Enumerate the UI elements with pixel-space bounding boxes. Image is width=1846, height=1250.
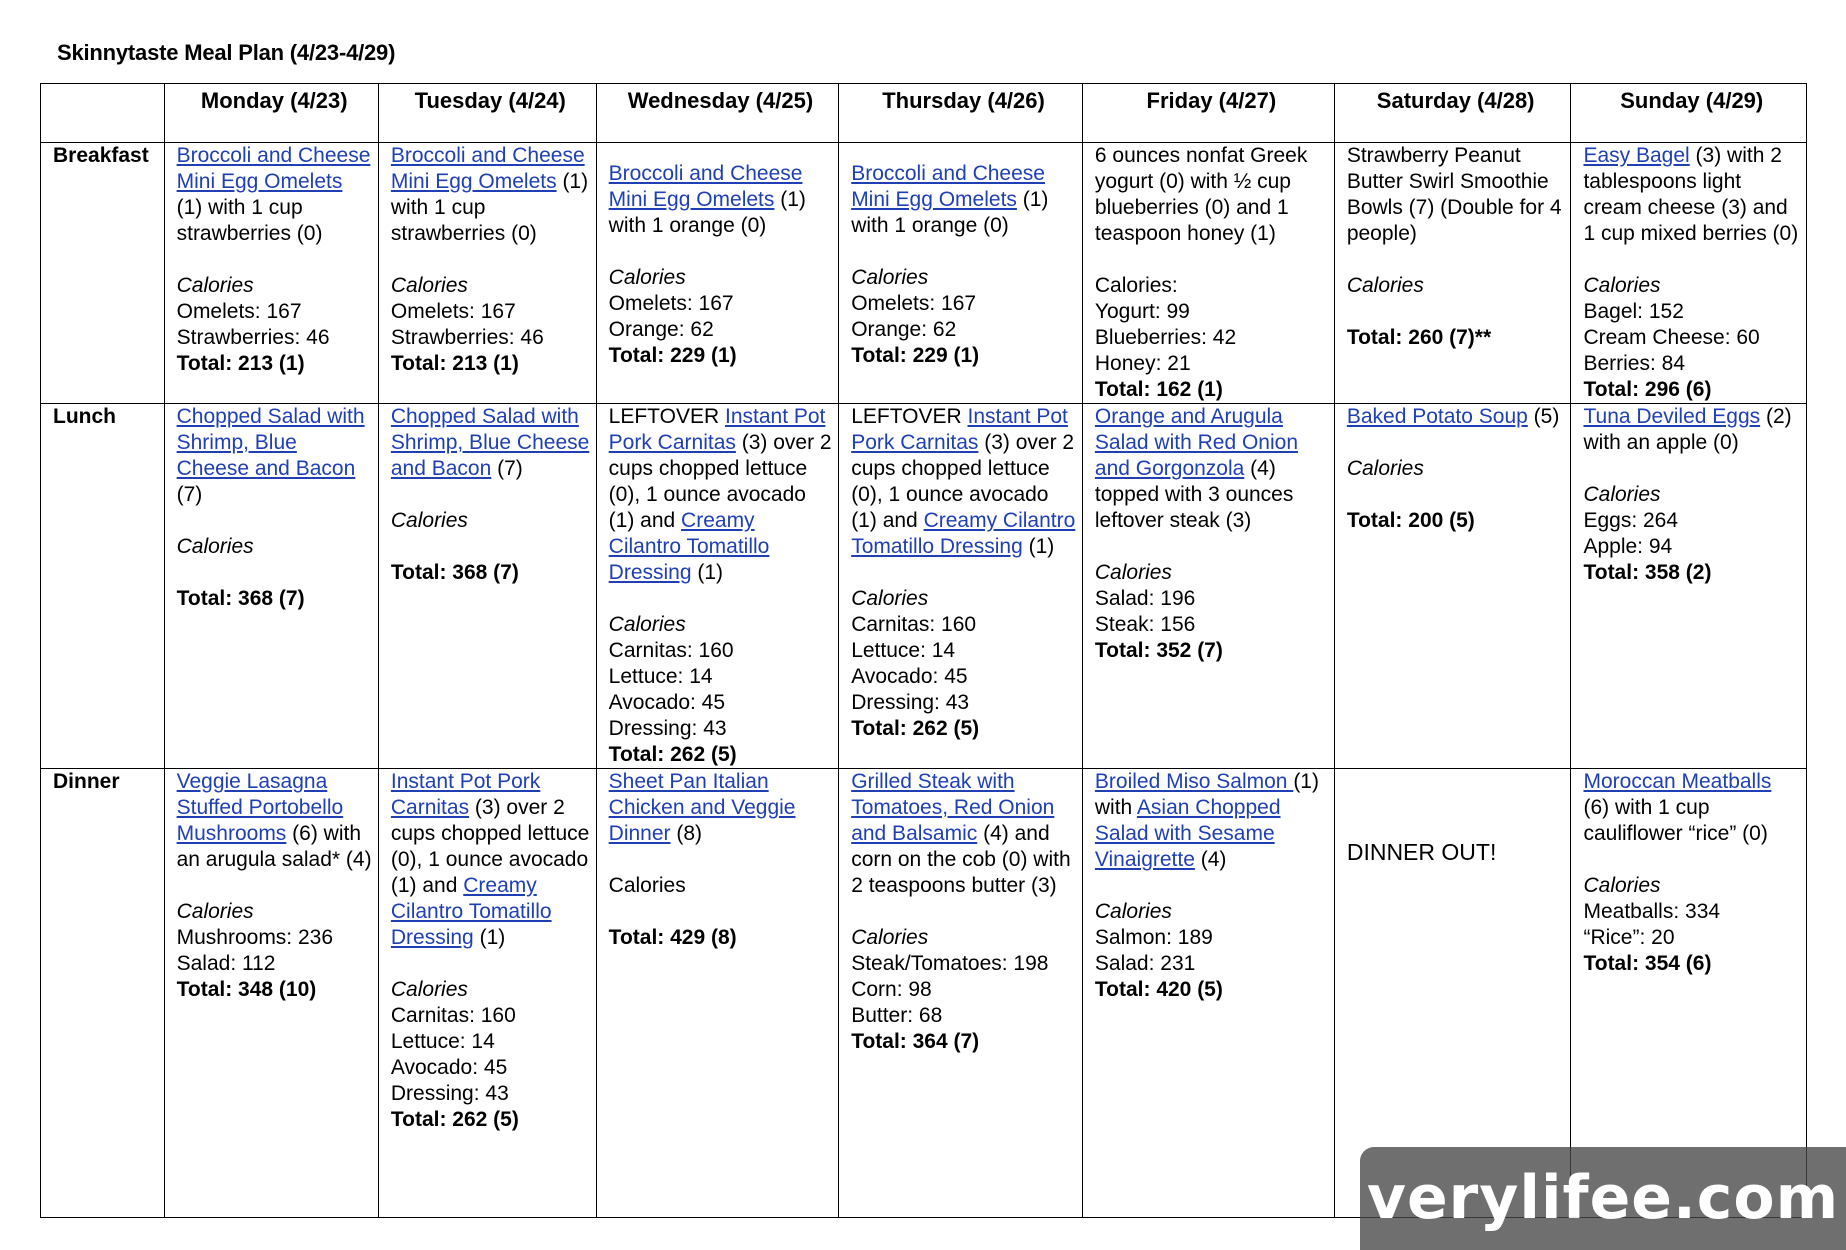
cell-text: Omelets: 167 [390,300,516,323]
cell-line [391,1003,590,1029]
cell-text: Salmon: 189 [1094,926,1213,949]
blank-line [609,586,833,612]
cell-text: Carnitas: 160 [608,639,734,662]
calories-heading [1095,560,1328,586]
recipe-link[interactable]: Sheet Pan Italian Chicken and Veggie Dinner [608,770,796,845]
cell-text: Total: 368 (7) [176,587,305,610]
cell-text: Total: 364 (7) [851,1030,980,1053]
total-line [177,586,372,612]
total-line [177,351,372,377]
header-row [41,84,1807,143]
calories-heading [851,265,1076,291]
cell-text: Lettuce: 14 [608,665,713,688]
cell-line [1095,325,1328,351]
cell-breakfast-tuesday [378,143,596,404]
recipe-link[interactable]: Creamy Cilantro Tomatillo Dressing [608,509,770,584]
calories-heading [177,899,372,925]
cell-text: Total: 162 (1) [1094,378,1223,401]
cell-text: Total: 296 (6) [1583,378,1712,401]
cell-text: (4) topped with 3 ounces leftover steak (3) [1094,457,1294,532]
cell-line [1583,143,1800,247]
recipe-link[interactable]: Easy Bagel [1583,144,1690,167]
cell-text: Calories [608,613,686,636]
blank-line [1095,534,1328,560]
recipe-link[interactable]: Instant Pot Pork Carnitas [851,405,1068,454]
recipe-link[interactable]: Creamy Cilantro Tomatillo Dressing [851,509,1076,558]
recipe-link[interactable]: Grilled Steak with Tomatoes, Red Onion and Balsamic [851,770,1055,845]
cell-text: Calories [1583,874,1661,897]
cell-breakfast-wednesday [596,143,839,404]
blank-line [1583,847,1800,873]
calories-heading [391,508,590,534]
header-corner [41,84,165,143]
cell-line [391,1055,590,1081]
cell-line [609,291,833,317]
meal-plan-body [41,143,1807,1218]
cell-line [177,769,372,873]
cell-line [609,317,833,343]
cell-line [609,873,833,899]
cell-line [851,638,1076,664]
cell-text: Lettuce: 14 [851,639,956,662]
calories-heading [1347,273,1565,299]
cell-text: Carnitas: 160 [390,1004,516,1027]
cell-text: Carnitas: 160 [851,613,977,636]
cell-text: Total: 352 (7) [1094,639,1223,662]
cell-text: (3) over 2 cups chopped lettuce (0), 1 ounce avocado (1) and [390,796,590,897]
cell-text: Total: 429 (8) [608,926,737,949]
column-header-friday: Friday (4/27) [1082,84,1334,143]
cell-text: (7) [491,457,523,480]
cell-text: Salad: 112 [176,952,276,975]
cell-text: Total: 229 (1) [608,344,737,367]
blank-line [177,247,372,273]
cell-breakfast-thursday [839,143,1083,404]
cell-line [1583,325,1800,351]
total-line [1347,325,1565,351]
cell-text: Meatballs: 334 [1583,900,1721,923]
cell-line [391,769,590,951]
blank-line [1095,247,1328,273]
blank-line [391,482,590,508]
row-label-dinner: Dinner [41,769,165,1218]
cell-text: Total: 200 (5) [1346,509,1475,532]
cell-lunch-sunday [1571,404,1807,769]
column-header-thursday: Thursday (4/26) [839,84,1083,143]
recipe-link[interactable]: Chopped Salad with Shrimp, Blue Cheese and Bacon [390,405,590,480]
cell-lunch-saturday [1334,404,1571,769]
cell-text: Omelets: 167 [176,300,302,323]
column-header-wednesday: Wednesday (4/25) [596,84,839,143]
recipe-link[interactable]: Broccoli and Cheese Mini Egg Omelets [851,162,1045,211]
cell-text: Corn: 98 [851,978,932,1001]
recipe-link[interactable]: Broccoli and Cheese Mini Egg Omelets [608,162,803,211]
cell-text: Calories [851,587,929,610]
cell-line [1583,351,1800,377]
cell-text: Orange: 62 [608,318,714,341]
cell-breakfast-sunday [1571,143,1807,404]
blank-line [609,847,833,873]
cell-text: Total: 354 (6) [1583,952,1712,975]
cell-text: Total: 213 (1) [390,352,519,375]
cell-text: Orange: 62 [851,318,957,341]
cell-text: Cream Cheese: 60 [1583,326,1760,349]
cell-text: Apple: 94 [1583,535,1673,558]
column-header-monday: Monday (4/23) [164,84,378,143]
cell-line [177,404,372,508]
recipe-link[interactable]: Broccoli and Cheese Mini Egg Omelets [176,144,371,193]
cell-text: Total: 213 (1) [176,352,305,375]
cell-line [1347,839,1565,865]
calories-heading [609,612,833,638]
cell-line [177,143,372,247]
cell-text: Strawberries: 46 [390,326,544,349]
blank-line [609,899,833,925]
cell-text: (1) with 1 cup strawberries (0) [176,196,323,245]
cell-text: Calories [390,978,468,1001]
cell-dinner-wednesday [596,769,839,1218]
calories-heading [1095,899,1328,925]
cell-text: Avocado: 45 [390,1056,508,1079]
cell-text: Total: 262 (5) [608,743,737,766]
cell-line [1095,143,1328,247]
calories-heading [1347,456,1565,482]
blank-line [1347,247,1565,273]
recipe-link[interactable]: Creamy Cilantro Tomatillo Dressing [390,874,552,949]
cell-text: Mushrooms: 236 [176,926,334,949]
cell-line [1095,299,1328,325]
cell-line [391,325,590,351]
meal-row-breakfast [41,143,1807,404]
blank-line [1583,456,1800,482]
cell-lunch-tuesday [378,404,596,769]
blank-line [1347,299,1565,325]
cell-text: (1) with [1094,770,1319,819]
cell-text: Calories [390,274,468,297]
total-line [1095,377,1328,403]
cell-text: (7) [176,483,203,506]
cell-line [1583,899,1800,925]
column-header-sunday: Sunday (4/29) [1571,84,1807,143]
recipe-link[interactable]: Broccoli and Cheese Mini Egg Omelets [390,144,585,193]
cell-text: Calories: [1094,274,1178,297]
cell-line [1095,612,1328,638]
cell-line [851,612,1076,638]
total-line [177,977,372,1003]
cell-line [1583,925,1800,951]
cell-text: Avocado: 45 [851,665,968,688]
cell-text: Lettuce: 14 [390,1030,495,1053]
total-line [609,925,833,951]
total-line [1583,951,1800,977]
calories-heading [177,273,372,299]
total-line [391,1107,590,1133]
cell-text: LEFTOVER [851,405,968,428]
recipe-link[interactable]: Tuna Deviled Eggs [1583,405,1761,428]
cell-line [851,317,1076,343]
cell-text: Yogurt: 99 [1094,300,1190,323]
cell-text: Dressing: 43 [851,691,970,714]
cell-text: Total: 368 (7) [390,561,519,584]
calories-heading [851,586,1076,612]
recipe-link[interactable]: Instant Pot Pork Carnitas [608,405,826,454]
cell-line [1095,404,1328,534]
cell-text: Omelets: 167 [851,292,977,315]
blank-line [609,239,833,265]
cell-text: Total: 348 (10) [176,978,317,1001]
cell-line [1583,534,1800,560]
total-line [609,343,833,369]
cell-line [851,161,1076,239]
cell-dinner-tuesday [378,769,596,1218]
cell-text: Strawberries: 46 [176,326,330,349]
cell-breakfast-monday [164,143,378,404]
cell-line [609,404,833,586]
recipe-link[interactable]: Veggie Lasagna Stuffed Portobello Mushrooms [176,770,344,845]
cell-line [177,925,372,951]
cell-text: Calories [608,266,686,289]
recipe-link[interactable]: Orange and Arugula Salad with Red Onion and Gorgonzola [1094,405,1299,480]
blank-line [1583,247,1800,273]
cell-lunch-wednesday [596,404,839,769]
total-line [1095,638,1328,664]
cell-line [1347,143,1565,247]
cell-text: (5) [1527,405,1560,428]
cell-text: Berries: 84 [1583,352,1686,375]
cell-line [391,1029,590,1055]
cell-text: Calories [1583,483,1661,506]
cell-text: DINNER OUT! [1346,839,1497,865]
cell-lunch-thursday [839,404,1083,769]
cell-text: Calories [608,874,686,897]
cell-text: Steak: 156 [1094,613,1196,636]
cell-line [851,769,1076,899]
total-line [609,742,833,768]
cell-line [851,404,1076,560]
cell-line [851,951,1076,977]
total-line [1347,508,1565,534]
total-line [1583,560,1800,586]
cell-line [177,299,372,325]
cell-text: (6) with 1 cup cauliflower “rice” (0) [1583,796,1768,845]
cell-breakfast-saturday [1334,143,1571,404]
blank-line [1095,873,1328,899]
blank-line [1347,482,1565,508]
cell-line [1095,951,1328,977]
cell-text: Total: 229 (1) [851,344,980,367]
cell-text: “Rice”: 20 [1583,926,1675,949]
cell-text: Total: 262 (5) [390,1108,519,1131]
blank-line [391,247,590,273]
cell-text: Calories [176,274,254,297]
cell-text: Honey: 21 [1094,352,1191,375]
cell-text: Calories [1583,274,1661,297]
column-header-tuesday: Tuesday (4/24) [378,84,596,143]
calories-heading [177,534,372,560]
cell-line [1095,273,1328,299]
cell-line [177,951,372,977]
cell-line [609,664,833,690]
calories-heading [609,265,833,291]
blank-line [851,560,1076,586]
cell-dinner-thursday [839,769,1083,1218]
cell-line [1095,925,1328,951]
cell-text: Bagel: 152 [1583,300,1684,323]
cell-text: (6) with an arugula salad* (4) [176,822,372,871]
cell-text: Strawberry Peanut Butter Swirl Smoothie Bowls (7) (Double for 4 people) [1346,144,1562,245]
cell-text: Total: 262 (5) [851,717,980,740]
cell-line [851,664,1076,690]
cell-line [1583,404,1800,456]
total-line [391,351,590,377]
cell-breakfast-friday [1082,143,1334,404]
cell-line [1095,769,1328,873]
cell-text: Avocado: 45 [608,691,726,714]
cell-line [609,161,833,239]
cell-text: Butter: 68 [851,1004,943,1027]
cell-line [1095,586,1328,612]
meal-plan-table [40,83,1807,1218]
cell-text: (3) over 2 cups chopped lettuce (0), 1 ounce avocado (1) and [608,431,832,532]
cell-lunch-friday [1082,404,1334,769]
cell-text: (1) with 1 cup strawberries (0) [390,170,589,245]
watermark: verylifee.com [1360,1147,1846,1250]
cell-line [851,291,1076,317]
cell-line [851,977,1076,1003]
cell-line [851,690,1076,716]
cell-text: (1) [473,926,506,949]
cell-line [177,325,372,351]
recipe-link[interactable]: Moroccan Meatballs [1583,770,1772,793]
blank-line [391,534,590,560]
blank-line [1347,430,1565,456]
cell-line [391,143,590,247]
cell-text: Steak/Tomatoes: 198 [851,952,1049,975]
cell-text: Calories [1346,457,1424,480]
cell-line [609,638,833,664]
cell-line [609,716,833,742]
cell-dinner-monday [164,769,378,1218]
blank-line [851,239,1076,265]
cell-text: Eggs: 264 [1583,509,1679,532]
total-line [851,343,1076,369]
cell-line [391,1081,590,1107]
cell-text: Calories [176,535,254,558]
calories-heading [1583,273,1800,299]
recipe-link[interactable]: Instant Pot Pork Carnitas [390,770,541,819]
recipe-link[interactable]: Broiled Miso Salmon [1094,770,1294,793]
cell-text: Salad: 231 [1094,952,1196,975]
blank-line [177,508,372,534]
cell-text: Salad: 196 [1094,587,1196,610]
blank-line [177,873,372,899]
column-header-saturday: Saturday (4/28) [1334,84,1571,143]
cell-text: Blueberries: 42 [1094,326,1237,349]
cell-line [1347,404,1565,430]
cell-lunch-monday [164,404,378,769]
cell-line [609,690,833,716]
recipe-link[interactable]: Baked Potato Soup [1346,405,1528,428]
calories-heading [851,925,1076,951]
row-label-lunch: Lunch [41,404,165,769]
cell-text: Total: 420 (5) [1094,978,1223,1001]
cell-text: Calories [851,926,929,949]
cell-dinner-friday [1082,769,1334,1218]
cell-text: Calories [1094,561,1172,584]
total-line [1583,377,1800,403]
total-line [851,1029,1076,1055]
calories-heading [391,273,590,299]
page-title: Skinnytaste Meal Plan (4/23-4/29) [57,40,396,65]
cell-text: Omelets: 167 [608,292,734,315]
total-line [851,716,1076,742]
cell-text: Calories [1346,274,1424,297]
calories-heading [391,977,590,1003]
recipe-link[interactable]: Asian Chopped Salad with Sesame Vinaigrette [1094,796,1281,871]
meal-row-lunch [41,404,1807,769]
cell-text: 6 ounces nonfat Greek yogurt (0) with ½ cup blueberries (0) and 1 teaspoon honey (1) [1094,144,1308,245]
cell-text: Calories [176,900,254,923]
cell-text: LEFTOVER [608,405,725,428]
cell-line [851,1003,1076,1029]
blank-line [391,951,590,977]
cell-text: Calories [390,509,468,532]
cell-line [1095,351,1328,377]
cell-line [391,299,590,325]
cell-line [609,769,833,847]
cell-text: (4) [1194,848,1227,871]
calories-heading [1583,873,1800,899]
total-line [391,560,590,586]
cell-text: Dressing: 43 [608,717,727,740]
cell-text: (2) with an apple (0) [1583,405,1792,454]
recipe-link[interactable]: Chopped Salad with Shrimp, Blue Cheese and Bacon [176,405,365,480]
calories-heading [1583,482,1800,508]
cell-text: (1) [1022,535,1055,558]
row-label-breakfast: Breakfast [41,143,165,404]
cell-text: (3) with 2 tablespoons light cream cheese (3) and 1 cup mixed berries (0) [1583,144,1799,245]
cell-text: (1) with 1 orange (0) [608,188,806,237]
cell-line [1583,299,1800,325]
cell-text: (8) [670,822,703,845]
cell-text: Total: 260 (7)** [1346,326,1492,349]
cell-text: (1) [691,561,724,584]
cell-line [1583,769,1800,847]
cell-text: (4) and corn on the cob (0) with 2 teaspoons butter (3) [851,822,1071,897]
total-line [1095,977,1328,1003]
cell-text: Calories [1094,900,1172,923]
cell-text: Dressing: 43 [390,1082,509,1105]
cell-text: Total: 358 (2) [1583,561,1712,584]
blank-line [851,899,1076,925]
cell-text: Calories [851,266,929,289]
cell-line [1583,508,1800,534]
cell-text: (1) with 1 orange (0) [851,188,1049,237]
cell-text: (3) over 2 cups chopped lettuce (0), 1 ounce avocado (1) and [851,431,1075,532]
cell-line [391,404,590,482]
blank-line [177,560,372,586]
